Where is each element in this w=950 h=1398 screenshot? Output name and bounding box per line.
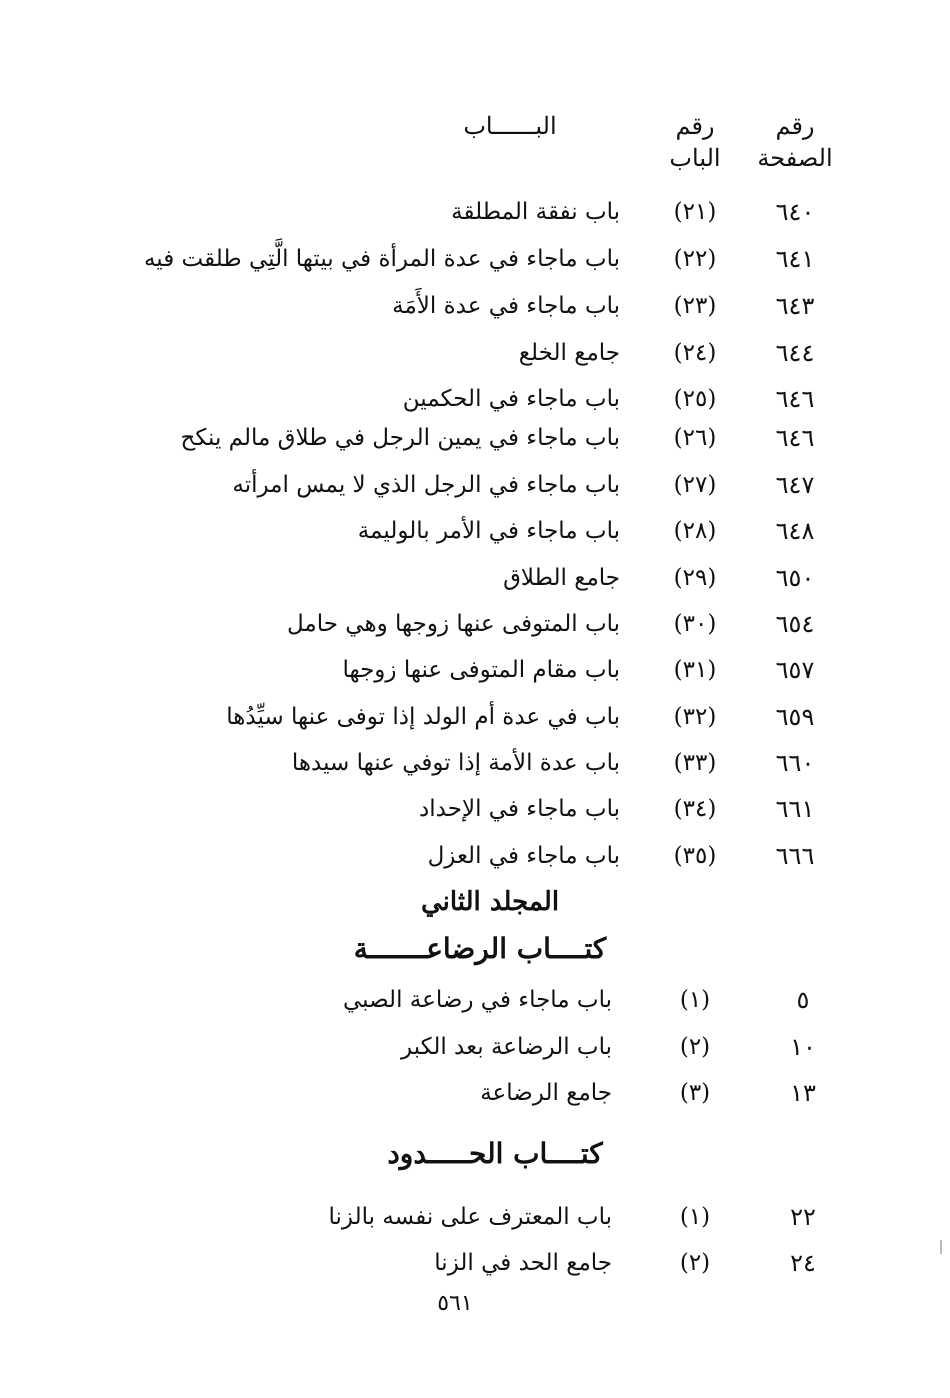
- toc-chapter-title: باب ماجاء في عدة المرأة في بيتها الَّتِي طلقت فيه: [143, 246, 620, 272]
- toc-page-number: ٦٤٤: [775, 339, 815, 367]
- toc-chapter-title: باب ماجاء في العزل: [427, 843, 620, 869]
- toc-chapter-number: (٢٤): [673, 340, 717, 366]
- toc-page-number: ٢٢: [790, 1203, 816, 1231]
- toc-row: [0, 465, 950, 505]
- toc-chapter-title: باب في عدة أم الولد إذا توفى عنها سيِّدُها: [226, 704, 620, 730]
- chapter-number-column-header: رقم الباب: [669, 112, 721, 173]
- toc-page-number: ١٣: [790, 1079, 816, 1107]
- toc-chapter-number: (٣٥): [673, 843, 717, 869]
- toc-chapter-number: (٢٨): [673, 518, 717, 544]
- toc-page-number: ٦٤٦: [775, 385, 815, 413]
- toc-page-number: ٦٦٦: [775, 842, 815, 870]
- toc-row: [0, 1243, 950, 1283]
- toc-chapter-number: (١): [679, 1204, 711, 1230]
- toc-chapter-number: (١): [679, 987, 711, 1013]
- toc-page-number: ٦٥٠: [775, 564, 815, 592]
- toc-row: [0, 192, 950, 232]
- toc-page-number: ٦٤٨: [775, 517, 815, 545]
- toc-chapter-title: باب المعترف على نفسه بالزنا: [328, 1204, 612, 1230]
- toc-page-number: ٢٤: [790, 1249, 816, 1277]
- page-number-column-header: رقم الصفحة: [757, 112, 833, 173]
- toc-chapter-title: باب ماجاء في عدة الأَمَة: [392, 293, 620, 319]
- toc-chapter-number: (٢): [679, 1250, 711, 1276]
- toc-row: [0, 650, 950, 690]
- toc-row: [0, 379, 950, 419]
- toc-chapter-title: جامع الطلاق: [503, 565, 620, 591]
- toc-chapter-number: (٢٥): [673, 386, 717, 412]
- toc-page-number: ٦٤٣: [775, 292, 815, 320]
- toc-row: [0, 789, 950, 829]
- toc-chapter-number: (٢٦): [673, 425, 717, 451]
- book-heading-breastfeeding: كتــــاب الرضاعـــــــة: [353, 932, 607, 965]
- toc-chapter-title: جامع الرضاعة: [480, 1080, 612, 1106]
- toc-chapter-title: باب ماجاء في الإحداد: [419, 796, 620, 822]
- toc-row: [0, 286, 950, 326]
- toc-chapter-number: (٣٣): [673, 750, 717, 776]
- toc-page-number: ٦٥٧: [775, 656, 815, 684]
- toc-chapter-title: باب ماجاء في يمين الرجل في طلاق مالم ينكح: [180, 425, 620, 451]
- toc-chapter-title: باب الرضاعة بعد الكبر: [401, 1034, 612, 1060]
- toc-page-number: ٦٤٦: [775, 424, 815, 452]
- toc-page-number: ٦٤٧: [775, 471, 815, 499]
- scan-edge-mark: [940, 1240, 942, 1254]
- toc-chapter-title: جامع الخلع: [518, 340, 620, 366]
- toc-chapter-title: باب نفقة المطلقة: [451, 199, 620, 225]
- toc-page-number: ٦٦٠: [775, 749, 815, 777]
- toc-chapter-number: (٣٢): [673, 704, 717, 730]
- toc-chapter-title: باب ماجاء في الحكمين: [402, 386, 620, 412]
- chapter-title-column-header: البــــــاب: [463, 112, 557, 140]
- toc-chapter-number: (٣١): [673, 657, 717, 683]
- page-number-footer: ٥٦١: [437, 1291, 473, 1316]
- toc-chapter-number: (٢): [679, 1034, 711, 1060]
- toc-row: [0, 1027, 950, 1067]
- toc-chapter-number: (٢١): [673, 199, 717, 225]
- toc-chapter-number: (٢٩): [673, 565, 717, 591]
- toc-chapter-number: (٢٧): [673, 472, 717, 498]
- toc-chapter-title: باب المتوفى عنها زوجها وهي حامل: [287, 611, 620, 637]
- toc-chapter-title: جامع الحد في الزنا: [434, 1250, 612, 1276]
- toc-chapter-number: (٣): [679, 1080, 711, 1106]
- toc-page-number: ١٠: [790, 1033, 816, 1061]
- toc-page-number: ٦٤٠: [775, 198, 815, 226]
- toc-row: [0, 1073, 950, 1113]
- toc-row: [0, 604, 950, 644]
- toc-row: [0, 697, 950, 737]
- toc-row: [0, 836, 950, 876]
- toc-row: [0, 418, 950, 458]
- toc-row: [0, 511, 950, 551]
- toc-row: [0, 239, 950, 279]
- volume-heading: المجلد الثاني: [420, 887, 560, 917]
- toc-chapter-number: (٣٤): [673, 796, 717, 822]
- toc-chapter-number: (٣٠): [673, 611, 717, 637]
- toc-page-number: ٦٥٤: [775, 610, 815, 638]
- toc-row: [0, 980, 950, 1020]
- toc-chapter-number: (٢٣): [673, 293, 717, 319]
- toc-row: [0, 558, 950, 598]
- toc-chapter-title: باب ماجاء في رضاعة الصبي: [343, 987, 612, 1013]
- toc-page-number: ٦٦١: [775, 795, 815, 823]
- toc-row: [0, 333, 950, 373]
- toc-chapter-title: باب ماجاء في الرجل الذي لا يمس امرأته: [232, 472, 620, 498]
- toc-page-number: ٦٥٩: [775, 703, 815, 731]
- toc-row: [0, 743, 950, 783]
- toc-chapter-title: باب مقام المتوفى عنها زوجها: [342, 657, 620, 683]
- book-heading-hudud: كتــــاب الحـــــدود: [387, 1137, 603, 1170]
- toc-chapter-title: باب ماجاء في الأمر بالوليمة: [357, 518, 620, 544]
- toc-row: [0, 1197, 950, 1237]
- toc-page-number: ٥: [796, 986, 810, 1014]
- toc-chapter-number: (٢٢): [673, 246, 717, 272]
- toc-page-number: ٦٤١: [775, 245, 815, 273]
- toc-chapter-title: باب عدة الأمة إذا توفي عنها سيدها: [291, 750, 620, 776]
